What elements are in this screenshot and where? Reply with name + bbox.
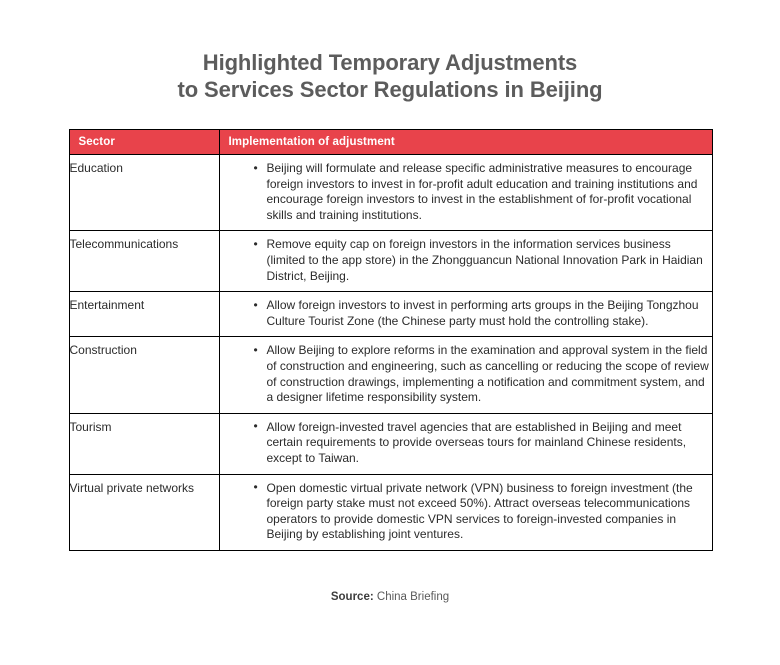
table-row <box>69 413 712 474</box>
page-title-line-2: to Services Sector Regulations in Beijing <box>177 77 603 102</box>
cell-implementation <box>219 231 712 292</box>
table-row <box>69 474 712 550</box>
list-item: • Open domestic virtual private network (VPN) business to foreign investment (the foreign party stake must not exceed 50%). Attract overseas telecommunications operators to provide domestic VPN services to foreign-invested companies in Beijing by establishing joint ventures. <box>254 481 712 543</box>
cell-implementation <box>219 474 712 550</box>
table-row <box>69 231 712 292</box>
cell-sector: Virtual private networks <box>69 474 219 550</box>
source-value: China Briefing <box>376 590 450 603</box>
bullet-list <box>220 298 712 329</box>
cell-sector: Construction <box>69 337 219 413</box>
adjustments-table <box>69 129 713 551</box>
cell-sector: Tourism <box>69 413 219 474</box>
cell-implementation <box>219 337 712 413</box>
cell-implementation <box>219 155 712 231</box>
bullet-list <box>220 343 712 405</box>
cell-implementation <box>219 292 712 337</box>
table-row <box>69 292 712 337</box>
list-item: • Allow foreign investors to invest in performing arts groups in the Beijing Tongzhou Culture Tourist Zone (the Chinese party must hold the controlling stake). <box>254 298 712 329</box>
table-row <box>69 337 712 413</box>
page-title <box>0 0 780 103</box>
adjustments-table-container <box>69 129 712 551</box>
list-item: • Allow foreign-invested travel agencies that are established in Beijing and meet certain requirements to provide overseas tours for mainland Chinese residents, except to Taiwan. <box>254 420 712 467</box>
bullet-list <box>220 481 712 543</box>
table-body <box>69 155 712 551</box>
table-row <box>69 155 712 231</box>
list-item: • Remove equity cap on foreign investors in the information services business (limited to the app store) in the Zhongguancun National Innovation Park in Haidian District, Beijing. <box>254 237 712 284</box>
list-item: • Allow Beijing to explore reforms in the examination and approval system in the field of construction and engineering, such as cancelling or reducing the scope of review of construction drawings, implementing a notification and commitment system, and a designer lifetime responsibility system. <box>254 343 712 405</box>
column-header-implementation: Implementation of adjustment <box>219 130 712 155</box>
table-header <box>69 130 712 155</box>
cell-sector: Entertainment <box>69 292 219 337</box>
cell-implementation <box>219 413 712 474</box>
cell-sector: Education <box>69 155 219 231</box>
source-label: Source: <box>330 590 374 603</box>
column-header-sector: Sector <box>69 130 219 155</box>
bullet-list <box>220 237 712 284</box>
list-item: • Beijing will formulate and release specific administrative measures to encourage foreign investors to invest in for-profit adult education and training institutions and encourage foreign investors to invest in the establishment of for-profit vocational skills and training institutions. <box>254 161 712 223</box>
source-attribution <box>0 591 780 603</box>
bullet-list <box>220 420 712 467</box>
cell-sector: Telecommunications <box>69 231 219 292</box>
page-title-line-1: Highlighted Temporary Adjustments <box>202 50 578 75</box>
bullet-list <box>220 161 712 223</box>
table-header-row <box>69 130 712 155</box>
